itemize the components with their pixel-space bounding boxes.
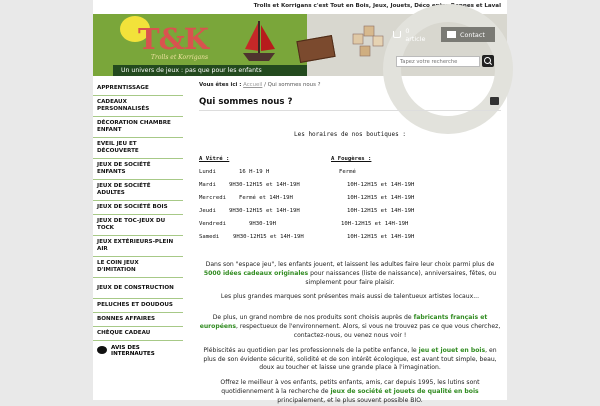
- highlight-link[interactable]: 5000 idées cadeaux originales: [203, 269, 309, 277]
- intro-paragraph: Dans son "espace jeu", les enfants jouent, et laissent les adultes faire leur choix parmi plus de 5000 idées cadeaux originales pour naissances (liste de naissance), anniversaires, fêtes, ou simplement pour faire plaisir.: [203, 261, 497, 286]
- sidebar-item-apprentissage[interactable]: APPRENTISSAGE: [93, 82, 183, 96]
- hours-title: Les horaires de nos boutiques :: [294, 131, 406, 138]
- sidebar-item-jeux-toc[interactable]: JEUX DE TOC-JEUX DU TOCK: [93, 215, 183, 236]
- hours-row: Mardi 9H30-12H15 et 14H-19H 10H-12H15 et 14H-19H: [199, 182, 415, 188]
- sidebar-item-eveil[interactable]: EVEIL JEU ET DÉCOUVERTE: [93, 138, 183, 159]
- avis-label: AVIS DES INTERNAUTES: [111, 345, 155, 357]
- page: [93, 0, 507, 404]
- cart-label: 0 article: [405, 26, 426, 43]
- site-slogan: Un univers de jeux : pas que pour les enfants: [121, 67, 262, 74]
- wooden-blocks-image: [351, 20, 385, 60]
- highlight-link[interactable]: jeux de société et jouets de qualité en bois: [330, 388, 479, 396]
- sidebar-item-jeux-imitation[interactable]: LE COIN JEUX D'IMITATION: [93, 257, 183, 278]
- breadcrumb: Vous êtes ici : Accueil / Qui sommes nous ?: [199, 82, 321, 88]
- highlight-link[interactable]: jeu et jouet en bois: [418, 346, 486, 354]
- search-input[interactable]: [396, 56, 480, 67]
- contact-label: Contact: [460, 30, 485, 39]
- brands-paragraph: Les plus grandes marques sont présentes mais aussi de talentueux artistes locaux...: [220, 293, 480, 301]
- shop-vitre-heading: A Vitré :: [199, 156, 230, 162]
- sidebar-item-jeux-societe-enfants[interactable]: JEUX DE SOCIÉTÉ ENFANTS: [93, 159, 183, 180]
- logo-subtitle: Trolls et Korrigans: [151, 54, 209, 61]
- mail-icon: [447, 31, 456, 38]
- sidebar-item-bonnes-affaires[interactable]: BONNES AFFAIRES: [93, 313, 183, 327]
- avis-internautes-link[interactable]: [93, 341, 183, 361]
- site-logo[interactable]: T&K: [138, 22, 208, 56]
- sidebar-item-jeux-societe-adultes[interactable]: JEUX DE SOCIÉTÉ ADULTES: [93, 180, 183, 201]
- site-tagline: Trolls et Korrigans c'est Tout en Bois, Jeux, Jouets, Déco entre Rennes et Laval: [253, 3, 501, 9]
- hours-row: Mercredi Fermé et 14H-19H 10H-12H15 et 14H-19H: [199, 195, 415, 201]
- print-icon[interactable]: [490, 97, 499, 105]
- main-content: [199, 82, 501, 406]
- hours-row: Lundi 16 H-19 H Fermé: [199, 169, 356, 175]
- chat-icon: [97, 346, 107, 354]
- opening-hours: [199, 156, 501, 248]
- sidebar-item-cadeaux-personnalises[interactable]: CADEAUX PERSONNALISÉS: [93, 96, 183, 117]
- breadcrumb-current: Qui sommes nous ?: [267, 82, 321, 88]
- page-title: Qui sommes nous ?: [199, 97, 293, 107]
- category-sidebar: [93, 82, 183, 361]
- hours-row: Vendredi 9H30-19H 10H-12H15 et 14H-19H: [199, 221, 409, 227]
- sidebar-item-decoration-chambre[interactable]: DÉCORATION CHAMBRE ENFANT: [93, 117, 183, 138]
- breadcrumb-home-link[interactable]: Accueil: [243, 82, 263, 88]
- boat-toy-image: [241, 19, 277, 63]
- highlight-link[interactable]: fabricants français et européens: [199, 314, 488, 331]
- sidebar-item-jeux-exterieurs[interactable]: JEUX EXTÉRIEURS-PLEIN AIR: [93, 236, 183, 257]
- history-paragraph: Offrez le meilleur à vos enfants, petits enfants, amis, car depuis 1995, les lutins sont quotidiennement à la recherche de jeux de société et jouets de qualité en bois principalement, et le plus souvent possible BIO.: [220, 379, 480, 404]
- sidebar-item-jeux-construction[interactable]: JEUX DE CONSTRUCTION: [93, 278, 183, 299]
- cart-icon: [393, 31, 401, 38]
- wooden-toys-paragraph: Plébiscités au quotidien par les professionnels de la petite enfance, le jeu et jouet en bois, en plus de son évidente sécurité, solidité et de son intérêt écologique, est avant tout simple, beau, doux au toucher et laisse une grande place à l'imagination.: [203, 346, 497, 372]
- manufacturers-paragraph: De plus, un grand nombre de nos produits sont choisis auprès de fabricants français et européens, respectueux de l'environnement. Alors, si vous ne trouvez pas ce que vous cherchez, contactez-nous, ou venez nous voir !: [199, 314, 501, 339]
- hours-row: Samedi 9H30-12H15 et 14H-19H 10H-12H15 et 14H-19H: [199, 234, 415, 240]
- sidebar-item-jeux-societe-bois[interactable]: JEUX DE SOCIÉTÉ BOIS: [93, 201, 183, 215]
- sidebar-item-peluches[interactable]: PELUCHES ET DOUDOUS: [93, 299, 183, 313]
- cart-button[interactable]: [387, 27, 435, 42]
- sidebar-item-cheque-cadeau[interactable]: CHÈQUE CADEAU: [93, 327, 183, 341]
- search-icon[interactable]: [482, 55, 494, 67]
- contact-button[interactable]: [441, 27, 495, 42]
- hours-row: Jeudi 9H30-12H15 et 14H-19H 10H-12H15 et 14H-19H: [199, 208, 415, 214]
- shop-fougeres-heading: A Fougères :: [331, 156, 372, 162]
